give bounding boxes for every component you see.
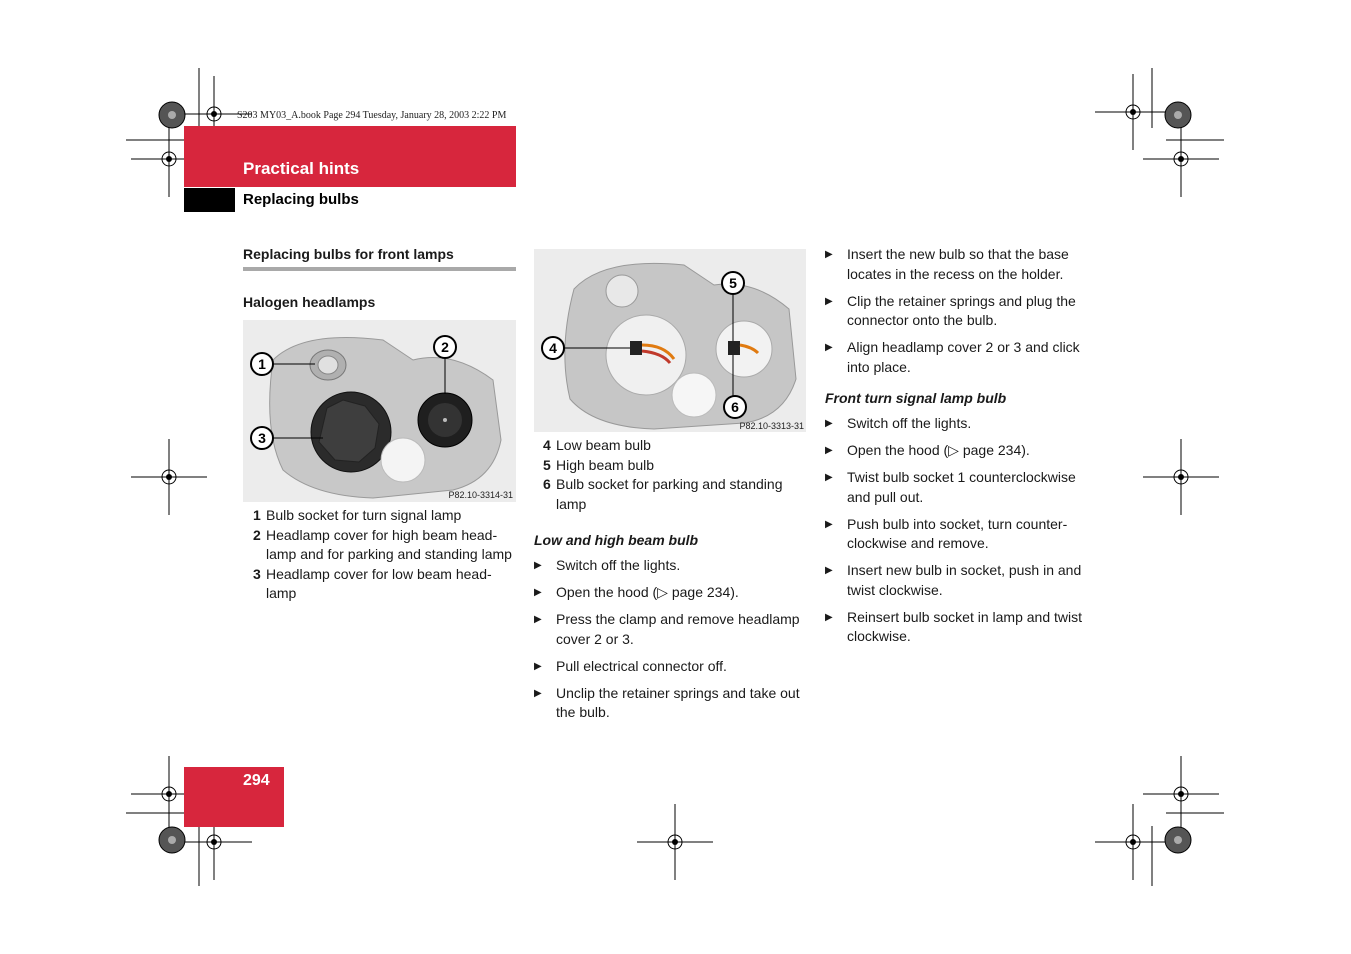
callout-2 — [434, 336, 456, 358]
step-item: ▶ Align headlamp cover 2 or 3 and click into place. — [825, 338, 1100, 377]
bullet-triangle-icon: ▶ — [534, 560, 542, 571]
step-item: ▶ Pull electrical connector off. — [534, 657, 809, 677]
callout-5 — [722, 272, 744, 294]
bullet-triangle-icon: ▶ — [534, 660, 542, 672]
step-item: ▶ Open the hood (▷ page 234). — [534, 583, 809, 603]
section-title: Practical hints — [243, 159, 360, 178]
step-item: ▶ Switch off the lights. — [825, 414, 1100, 434]
step-item: ▶ Push bulb into socket, turn counter-clockwise and remove. — [825, 515, 1100, 554]
beam-bulb-steps — [534, 556, 809, 723]
turn-signal-steps — [825, 414, 1100, 647]
bullet-triangle-icon: ▶ — [825, 518, 833, 530]
callout-4 — [542, 337, 564, 359]
book-header: S203 MY03_A.book Page 294 Tuesday, January 28, 2003 2:22 PM — [237, 110, 507, 121]
bullet-triangle-icon: ▶ — [825, 418, 833, 429]
step-item: ▶ Reinsert bulb socket in lamp and twist clockwise. — [825, 608, 1100, 647]
subsection-tab — [184, 188, 235, 212]
bullet-triangle-icon: ▶ — [825, 295, 833, 307]
figure-code: P82.10-3313-31 — [739, 421, 804, 431]
subsection-title: Replacing bulbs — [243, 191, 359, 208]
bullet-triangle-icon: ▶ — [825, 445, 833, 456]
halogen-headlamp-figure — [243, 320, 516, 502]
svg-text:4: 4 — [549, 340, 557, 356]
legend-item: 1 Bulb socket for turn signal lamp — [253, 507, 462, 523]
bullet-triangle-icon: ▶ — [534, 614, 542, 625]
page-number: 294 — [243, 772, 270, 789]
bullet-triangle-icon: ▶ — [825, 472, 833, 483]
callout-6 — [724, 396, 746, 418]
legend-item: 2 Headlamp cover for high beam head-lamp and for parking and standing lamp — [253, 526, 512, 562]
callout-1 — [251, 353, 273, 375]
svg-text:5: 5 — [729, 275, 737, 291]
step-item: ▶ Switch off the lights. — [534, 556, 809, 576]
beam-legend — [543, 436, 803, 514]
step-item: ▶ Insert the new bulb so that the base locates in the recess on the holder. — [825, 245, 1100, 284]
halogen-headlamps-heading: Halogen headlamps — [243, 294, 376, 310]
svg-text:3: 3 — [258, 430, 266, 446]
legend-item: 3 Headlamp cover for low beam head-lamp — [253, 565, 492, 601]
legend-item: 5 High beam bulb — [543, 456, 655, 473]
beam-bulb-heading: Low and high beam bulb — [534, 532, 699, 548]
callout-3 — [251, 427, 273, 449]
bullet-triangle-icon: ▶ — [825, 249, 833, 260]
figure-code: P82.10-3314-31 — [448, 490, 513, 500]
front-lamps-heading: Replacing bulbs for front lamps — [243, 246, 516, 271]
bullet-triangle-icon: ▶ — [825, 565, 833, 576]
bullet-triangle-icon: ▶ — [534, 687, 542, 699]
svg-text:2: 2 — [441, 339, 449, 355]
column-3 — [825, 245, 1100, 654]
turn-signal-heading: Front turn signal lamp bulb — [825, 390, 1007, 406]
halogen-legend — [253, 506, 513, 604]
beam-bulb-section — [534, 532, 809, 730]
svg-text:6: 6 — [731, 399, 739, 415]
step-item: ▶ Press the clamp and remove headlamp cover 2 or 3. — [534, 610, 809, 649]
bullet-triangle-icon: ▶ — [534, 587, 542, 598]
step-item: ▶ Open the hood (▷ page 234). — [825, 441, 1100, 461]
step-item: ▶ Insert new bulb in socket, push in and twist clockwise. — [825, 561, 1100, 600]
legend-item: 4 Low beam bulb — [543, 437, 651, 453]
legend-item: 6 Bulb socket for parking and standing lamp — [543, 476, 783, 512]
bullet-triangle-icon: ▶ — [825, 342, 833, 353]
svg-text:1: 1 — [258, 356, 266, 372]
step-item: ▶ Unclip the retainer springs and take out the bulb. — [534, 684, 809, 723]
step-item: ▶ Clip the retainer springs and plug the connector onto the bulb. — [825, 292, 1100, 331]
beam-bulb-figure — [534, 249, 806, 432]
bullet-triangle-icon: ▶ — [825, 611, 833, 623]
bulb-insert-steps — [825, 245, 1100, 377]
step-item: ▶ Twist bulb socket 1 counterclockwise and pull out. — [825, 468, 1100, 507]
